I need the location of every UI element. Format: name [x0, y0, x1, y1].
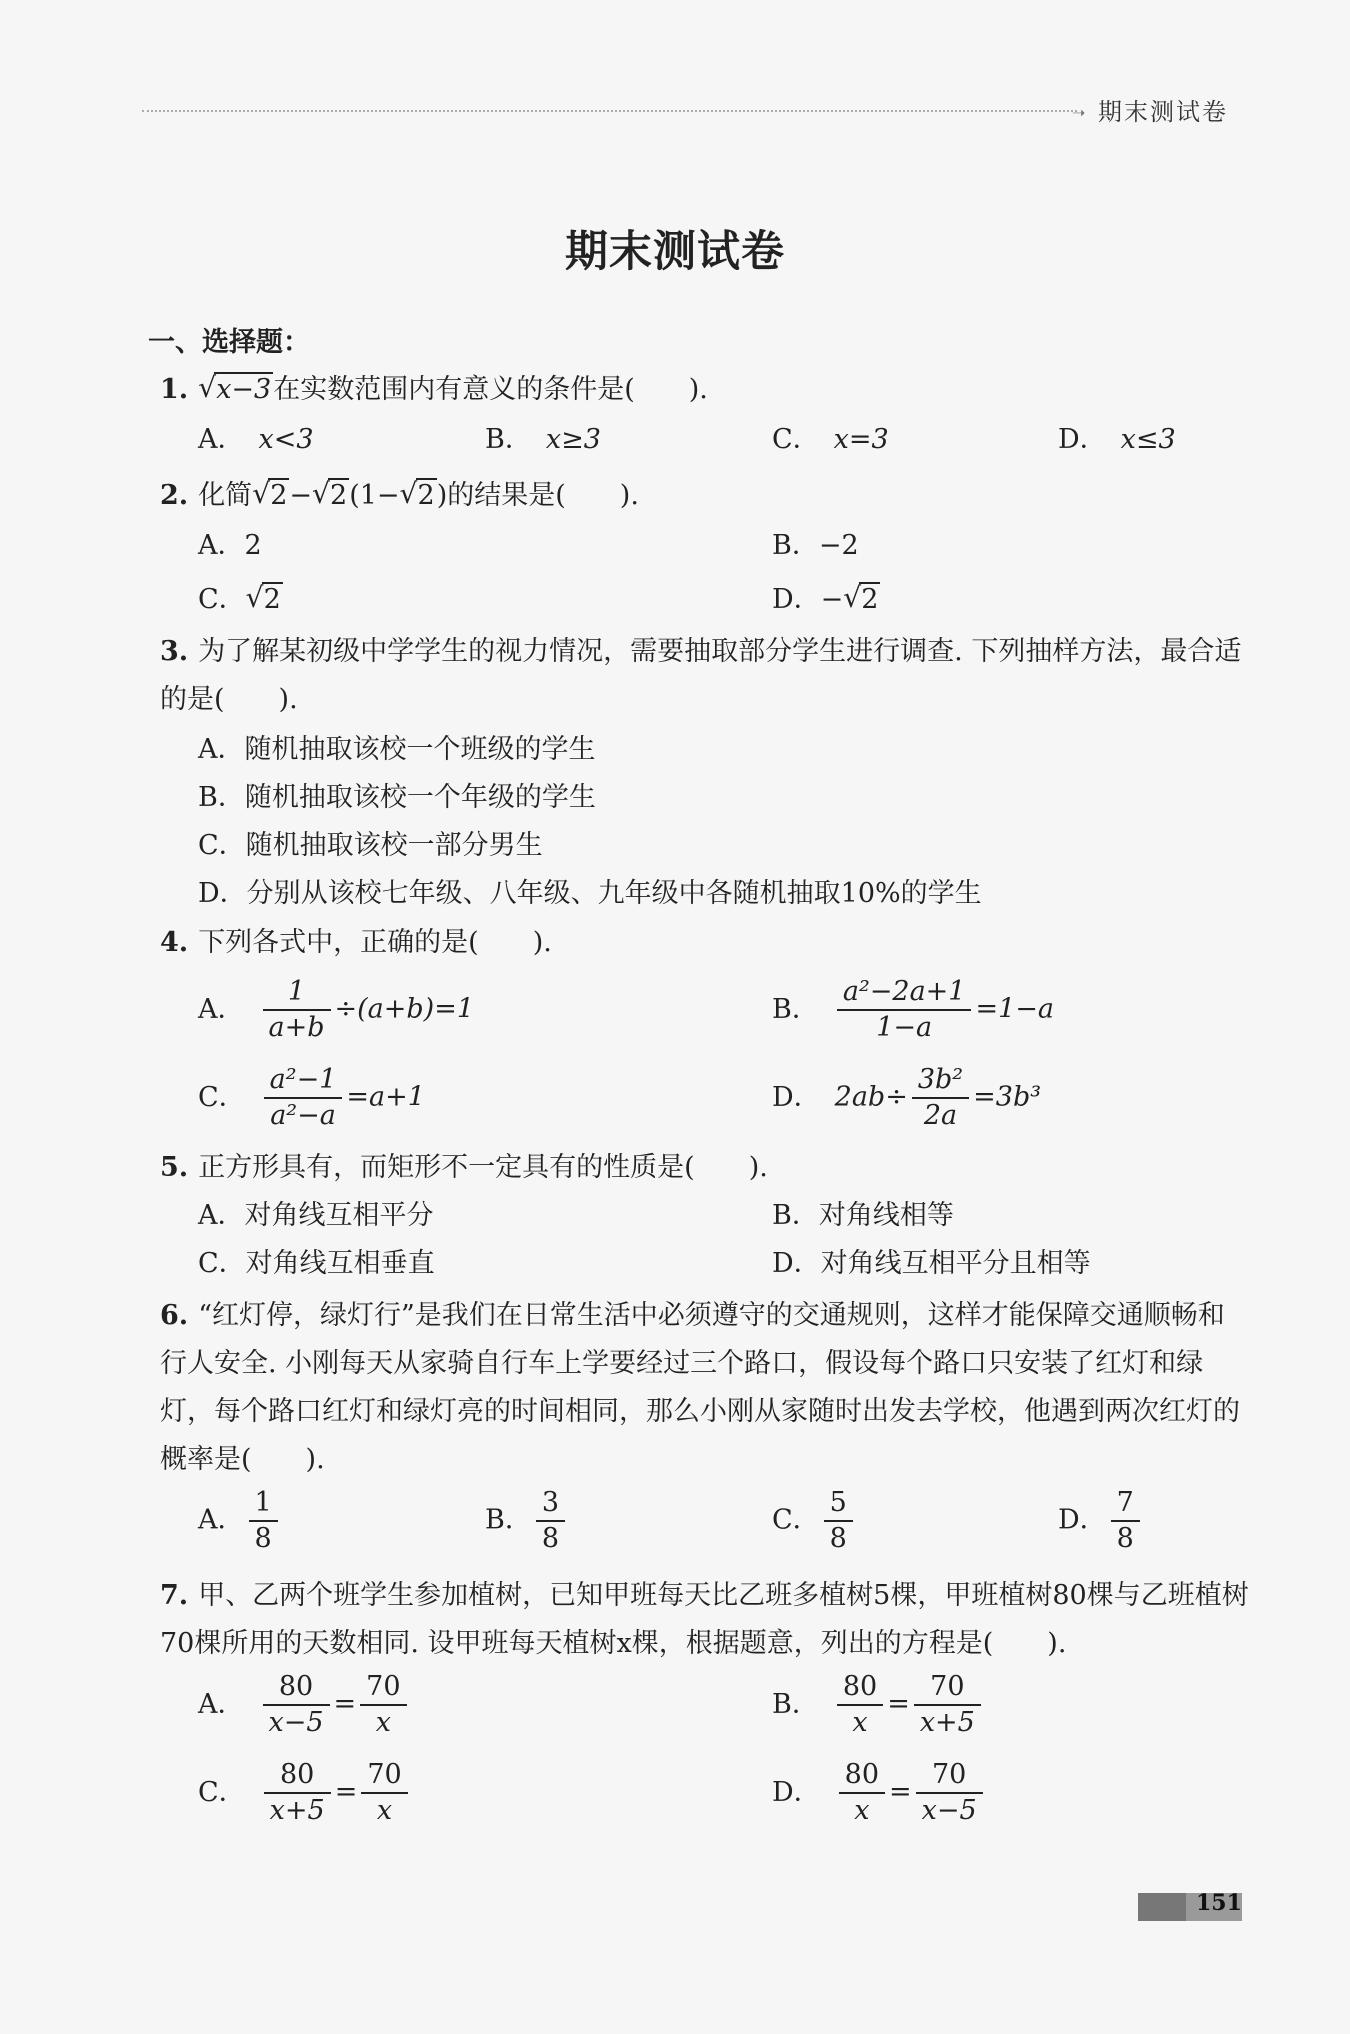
running-title: 期末测试卷 [1098, 98, 1228, 126]
option-a: A． x<3 [198, 424, 314, 455]
option-b: B．对角线相等 [772, 1200, 954, 1231]
option-b: B． $\frac{80}{x}$ = $\frac{70}{x+5}$ [772, 1670, 985, 1740]
question-7: 7. 甲、乙两个班学生参加植树，已知甲班每天比乙班多植树5棵，甲班植树80棵与乙班植树70棵所用的天数相同. 设甲班每天植树x棵，根据题意，列出的方程是( ). [160, 1580, 1249, 1659]
option-c: C．随机抽取该校一部分男生 [198, 830, 543, 861]
option-c: C． x=3 [772, 424, 889, 455]
option-b: B． $\frac{3}{8}$ [485, 1486, 569, 1556]
question-number: 1. [160, 374, 189, 405]
option-a: A．对角线互相平分 [198, 1200, 434, 1231]
option-d: D． 2ab÷ $\frac{\text{3b²}}{2a}$ =3b³ [772, 1064, 1042, 1131]
page-number: 151 [1196, 1890, 1242, 1916]
option-b: B．随机抽取该校一个年级的学生 [198, 782, 596, 813]
option-c: C． $\frac{5}{8}$ [772, 1486, 857, 1556]
option-d: D．−√ 2 [772, 582, 880, 618]
question-2: 2. 化简√ 2−√ 2(1−√ 2)的结果是( ). [160, 478, 639, 514]
option-c: C．√ 2 [198, 582, 283, 618]
option-a: A．随机抽取该校一个班级的学生 [198, 734, 596, 765]
header-rule [142, 110, 1077, 112]
option-a: A．2 [198, 530, 262, 561]
option-d: D．对角线互相平分且相等 [772, 1248, 1091, 1279]
option-c: C．对角线互相垂直 [198, 1248, 435, 1279]
arrow-right-icon: ➝ [1072, 103, 1086, 122]
question-5: 5. 正方形具有，而矩形不一定具有的性质是( ). [160, 1152, 768, 1183]
option-d: D． $\frac{7}{8}$ [1058, 1486, 1144, 1556]
option-c: C． $\frac{\text{a²−1}}{\text{a²−a}}$ =a+1 [198, 1064, 425, 1131]
option-d: D．分别从该校七年级、八年级、九年级中各随机抽取10%的学生 [198, 878, 982, 909]
option-b: B． x≥3 [485, 424, 601, 455]
question-stem: 在实数范围内有意义的条件是( ). [273, 374, 708, 405]
page-title: 期末测试卷 [565, 227, 785, 277]
question-6: 6. “红灯停，绿灯行”是我们在日常生活中必须遵守的交通规则，这样才能保障交通顺畅和行人安全. 小刚每天从家骑自行车上学要经过三个路口，假设每个路口只安装了红灯和绿灯，每个路口红灯和绿灯亮的时间相同，那么小刚从家随时出发去学校，他遇到两次红灯的概率是( ). [160, 1300, 1240, 1475]
sqrt-expression: √ x−3 [198, 372, 273, 408]
option-b: B．−2 [772, 530, 859, 561]
option-a: A． $\frac{80}{x-5}$ = $\frac{70}{x}$ [198, 1670, 411, 1740]
question-4: 4. 下列各式中，正确的是( ). [160, 927, 552, 958]
option-a: A． $\frac{1}{8}$ [198, 1486, 282, 1556]
option-c: C． $\frac{80}{x+5}$ = $\frac{70}{x}$ [198, 1758, 412, 1828]
option-d: D． $\frac{80}{x}$ = $\frac{70}{x-5}$ [772, 1758, 987, 1828]
question-1 [160, 372, 708, 408]
section-heading: 一、选择题： [148, 327, 310, 358]
option-d: D． x≤3 [1058, 424, 1176, 455]
option-a: A． $\frac{1}{a+b}$ ÷(a+b)=1 [198, 976, 475, 1043]
option-b: B． $\frac{\text{a²−2a+1}}{1-a}$ =1−a [772, 976, 1054, 1043]
question-3: 3. 为了解某初级中学学生的视力情况，需要抽取部分学生进行调查. 下列抽样方法，最合适的是( ). [160, 636, 1242, 715]
